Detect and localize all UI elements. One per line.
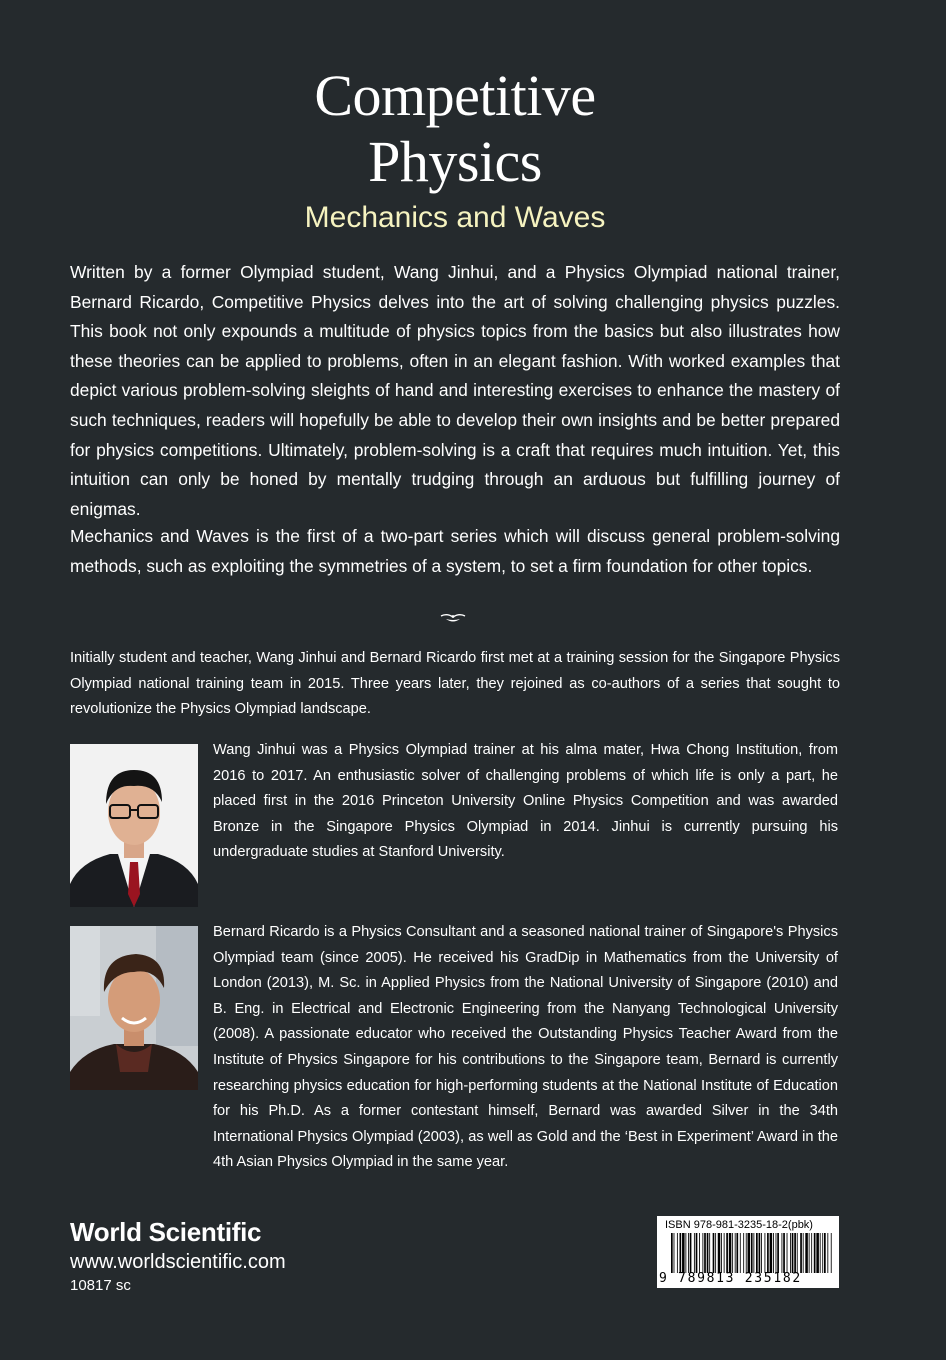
barcode-bar [715,1233,716,1273]
wang-jinhui-bio: Wang Jinhui was a Physics Olympiad trainer at his alma mater, Hwa Chong Institution, from 2016 to 2017. An enthusiastic solver of challenging problems of which life is only a part, he placed first in the 2016 Princeton University Online Physics Competition and was awarded Bronze in the Singapore Physics Olympiad in 2014. Jinhui is currently pursuing his undergraduate studies at Stanford University. [213,742,838,861]
barcode-bar [782,1233,783,1273]
barcode-bar [805,1233,808,1273]
barcode-bar [677,1233,678,1273]
authors-intro: Initially student and teacher, Wang Jinhui and Bernard Ricardo first met at a training session for the Singapore Physics Olympiad national training team in 2015. Three years later, they rejoined as co-authors of a series that sought to revolutionize the Physics Olympiad landscape. [70,650,840,718]
barcode-bar [809,1233,810,1273]
barcode-bar [685,1233,686,1273]
barcode-bar [709,1233,710,1273]
barcode-bar [751,1233,753,1273]
barcode-bar [761,1233,762,1273]
barcode-bar [803,1233,804,1273]
barcode-bar [765,1233,766,1273]
barcode-bar [748,1233,751,1273]
catalog-code: 10817 sc [70,1277,131,1294]
barcode-bar [682,1233,685,1273]
barcode-bar [680,1233,682,1273]
barcode-bar [790,1233,791,1273]
book-subtitle: Mechanics and Waves [304,201,606,234]
barcode-bar [735,1233,736,1273]
barcode-bar [797,1233,798,1273]
barcode-bar [702,1233,703,1273]
barcode-bar [736,1233,738,1273]
barcode-bar [743,1233,744,1273]
barcode-bar [783,1233,785,1273]
barcode-bar [820,1233,821,1273]
ean-digits: 9 789813 235182 [659,1271,802,1286]
barcode-bar [674,1233,675,1273]
ornament-divider-icon [440,612,466,626]
author-photo-wang-jinhui [70,744,198,907]
barcode-bar [690,1233,692,1273]
barcode-bar [707,1233,709,1273]
barcode-bar [814,1233,816,1273]
barcode-bar [767,1233,769,1273]
barcode-bar [776,1233,777,1273]
barcode-bar [824,1233,826,1273]
barcode-bar [671,1233,673,1273]
barcode-bar [827,1233,828,1273]
barcode-bar [770,1233,773,1273]
barcode-bar [753,1233,754,1273]
book-title-line2: Physics [368,129,542,194]
barcode-bar [699,1233,700,1273]
barcode-bar [740,1233,741,1273]
barcode-bar [694,1233,695,1273]
barcode-bar [800,1233,802,1273]
blurb-paragraph-2: Mechanics and Waves is the first of a two-part series which will discuss general problem-solving methods, such as exploiting the symmetries of a system, to set a firm foundation for other topics. [70,526,840,576]
barcode-bar [732,1233,733,1273]
barcode-bar [794,1233,796,1273]
barcode-bar [704,1233,706,1273]
barcode-bar [811,1233,812,1273]
barcode-bar [724,1233,725,1273]
barcode-bar [746,1233,747,1273]
barcode-bar [792,1233,794,1273]
barcode-bar [729,1233,732,1273]
book-title-line1: Competitive [314,63,596,128]
barcode-bar [787,1233,788,1273]
barcode-bars [671,1233,833,1273]
barcode-bar [718,1233,721,1273]
barcode-bar [756,1233,758,1273]
barcode-bar [726,1233,728,1273]
author-photo-bernard-ricardo [70,926,198,1090]
barcode-bar [773,1233,774,1273]
barcode-bar [822,1233,823,1273]
publisher-name: World Scientific [70,1217,262,1247]
isbn-label: ISBN 978-981-3235-18-2(pbk) [665,1219,813,1231]
barcode-bar [721,1233,722,1273]
barcode-bar [759,1233,761,1273]
bernard-ricardo-bio: Bernard Ricardo is a Physics Consultant and a seasoned national trainer of Singapore's Physics Olympiad team (since 2005). He received his GradDip in Mathematics from the University of London (2013), M. Sc. in Applied Physics from the National University of Singapore (2010) and B. Eng. in Electrical and Electronic Engineering from the Nanyang Technological University (2008). A passionate educator who received the Outstanding Physics Teacher Award from the Institute of Physics Singapore for his contributions to the Singapore team, Bernard is currently researching physics education for high-performing students at the National Institute of Education for his Ph.D. As a former contestant himself, Bernard was awarded Silver in the 34th International Physics Olympiad (2003), as well as Gold and the ‘Best in Experiment’ Award in the 4th Asian Physics Olympiad in the same year. [213,924,838,1171]
barcode-bar [713,1233,715,1273]
barcode-bar [777,1233,779,1273]
barcode-bar [816,1233,819,1273]
publisher-website: www.worldscientific.com [70,1251,286,1273]
blurb-paragraph-1: Written by a former Olympiad student, Wang Jinhui, and a Physics Olympiad national trainer, Bernard Ricardo, Competitive Physics delves into the art of solving challenging physics puzzles. This book not only expounds a multitude of physics topics from the basics but also illustrates how these theories can be applied to problems, often in an elegant fashion. With worked examples that depict various problem-solving sleights of hand and interesting exercises to enhance the mastery of such techniques, readers will hopefully be able to develop their own insights and be better prepared for physics competitions. Ultimately, problem-solving is a craft that requires much intuition. Yet, this intuition can only be honed by mentally trudging through an arduous but fulfilling journey of enigmas. [70,262,840,519]
barcode-bar [831,1233,832,1273]
barcode-bar [696,1233,698,1273]
barcode-bar [688,1233,689,1273]
